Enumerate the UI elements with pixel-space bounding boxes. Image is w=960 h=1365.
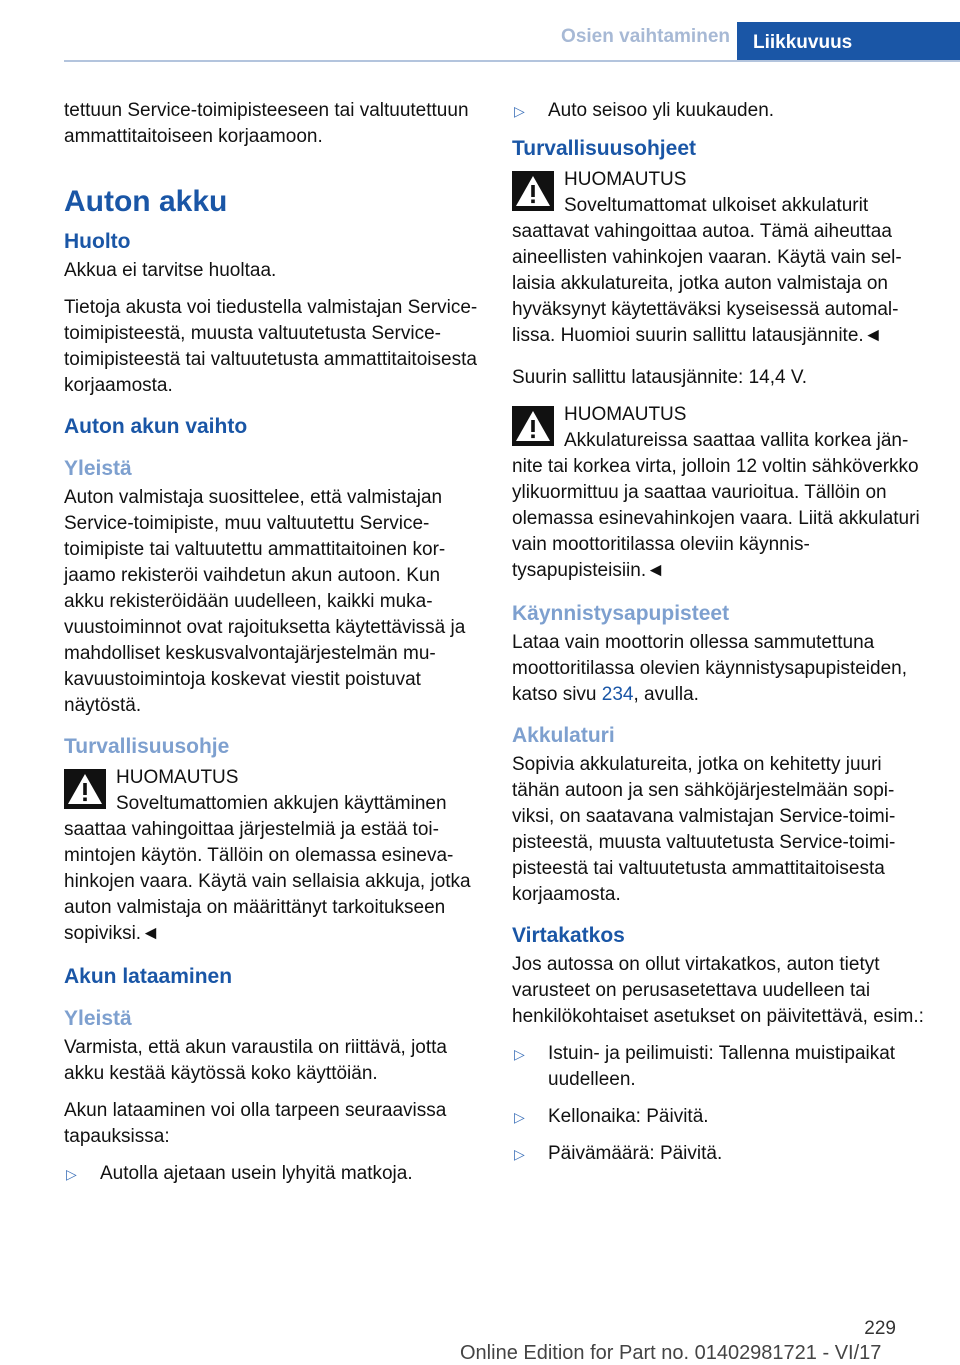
intro-paragraph: tettuun Service-toimipisteeseen tai valtuutettuun ammattitaitoiseen korjaamoon. — [64, 100, 469, 147]
heading-maintenance: Huolto — [64, 230, 131, 253]
warning-triangle-icon — [64, 769, 106, 809]
bullet-triangle-icon: ▷ — [514, 103, 525, 119]
warning-notice — [64, 765, 484, 947]
heading-safety-instructions: Turvallisuusohjeet — [512, 137, 696, 160]
warning-notice — [512, 167, 926, 349]
warning-triangle-icon — [512, 171, 554, 211]
warning-notice — [512, 402, 926, 584]
list-item — [512, 98, 926, 124]
heading-battery: Auton akku — [64, 185, 228, 218]
heading-general-1: Yleistä — [64, 457, 132, 480]
heading-charger: Akkulaturi — [512, 724, 615, 747]
heading-general-2: Yleistä — [64, 1007, 132, 1030]
bullet-triangle-icon: ▷ — [514, 1146, 525, 1162]
maintenance-paragraph-2: Tietoja akusta voi tiedustella valmistajan Service-toimipisteestä, muusta valtuutetusta Service-toimipisteestä tai valtuutetusta ammattitaitoisesta korjaamosta. — [64, 297, 478, 396]
notice-text: Soveltumattomat ulkoiset akkulaturit saattavat vahingoittaa autoa. Tämä aiheuttaa aineellisten vahinkojen vaaran. Käytä vain sellaisia akkulatureita, jotka auton valmistaja on hyväksynyt käytettäväksi kyseisessä automallissa. Huomioi suurin sallittu latausjännite.◄ — [512, 195, 902, 346]
warning-triangle-icon — [512, 406, 554, 446]
jump-paragraph — [512, 630, 926, 708]
general2-paragraph-2: Akun lataaminen voi olla tarpeen seuraavissa tapauksissa: — [64, 1100, 447, 1147]
list-item — [64, 1161, 484, 1187]
list-item-text: Autolla ajetaan usein lyhyitä matkoja. — [100, 1163, 413, 1184]
general-paragraph-1: Auton valmistaja suosittelee, että valmistajan Service-toimipiste, muu valtuutettu Service-toimipiste tai valtuutettu ammattitaitoinen korjaamo rekisteröi vaihdetun akun autoon. Kun akku rekisteröidään uudelleen, kaikki mukavuustoiminnot ovat rajoituksetta käytettävissä ja mahdolliset keskusvalvontajärjestelmän mukavuustoimintoja koskevat viestit poistuvat näytöstä. — [64, 487, 466, 716]
jump-text-a: Lataa vain moottorin ollessa sammutettuna moottoritilassa olevien käynnistysapupisteiden, katso sivu — [512, 632, 907, 705]
general2-paragraph-1: Varmista, että akun varaustila on riittävä, jotta akku kestää käytössä koko käyttöiän. — [64, 1037, 447, 1084]
list-item — [512, 1141, 926, 1167]
list-item — [512, 1041, 926, 1093]
page-number: 229 — [864, 1318, 896, 1339]
heading-jump-start-points: Käynnistysapupisteet — [512, 602, 730, 625]
list-item — [512, 1104, 926, 1130]
list-item-text: Kellonaika: Päivitä. — [548, 1106, 709, 1127]
right-column — [512, 98, 926, 1178]
voltage-paragraph: Suurin sallittu latausjännite: 14,4 V. — [512, 367, 808, 388]
header-section-title: Osien vaihtaminen — [561, 26, 730, 47]
notice-title: HUOMAUTUS — [116, 767, 239, 788]
header-rule — [64, 60, 960, 62]
notice-text: Soveltumattomien akkujen käyttäminen saattaa vahingoittaa järjestelmiä ja estää toimintojen käytön. Tällöin on olemassa esinevahinkojen vaara. Käytä vain sellaisia akkuja, jotka auton valmistaja on määrittänyt tarkoitukseen sopiviksi.◄ — [64, 793, 471, 944]
notice-title: HUOMAUTUS — [564, 404, 687, 425]
power-paragraph: Jos autossa on ollut virtakatkos, auton tietyt varusteet on perusasetettava uudelleen tai henkilökohtaiset asetukset on päivitettävä, esim.: — [512, 954, 924, 1027]
jump-text-b: , avulla. — [633, 684, 699, 705]
list-item-text: Auto seisoo yli kuukauden. — [548, 100, 775, 121]
heading-power-failure: Virtakatkos — [512, 924, 625, 947]
header-chapter-tab: Liikkuvuus — [737, 22, 960, 62]
notice-text: Akkulatureissa saattaa vallita korkea jännite tai korkea virta, jolloin 12 voltin sähköverkko ylikuormittuu ja saattaa vaurioitua. Tällöin on olemassa esinevahinkojen vaara. Liitä akkulaturi vain moottoritilassa oleviin käynnistysapupisteisiin.◄ — [512, 430, 920, 581]
page-reference-link[interactable]: 234 — [601, 684, 634, 705]
heading-battery-change: Auton akun vaihto — [64, 415, 248, 438]
heading-safety-note: Turvallisuusohje — [64, 735, 230, 758]
bullet-triangle-icon: ▷ — [514, 1109, 525, 1125]
list-item-text: Istuin- ja peilimuisti: Tallenna muistipaikat uudelleen. — [548, 1043, 896, 1090]
bullet-triangle-icon: ▷ — [514, 1046, 525, 1062]
left-column — [64, 98, 484, 1198]
charger-paragraph: Sopivia akkulatureita, jotka on kehitetty juuri tähän autoon ja sen sähköjärjestelmään sopiviksi, on saatavana valmistajan Service-toimipisteestä, muusta valtuutetusta Service-toimipisteestä tai valtuutetusta ammattitaitoisesta korjaamosta. — [512, 754, 896, 905]
edition-text: Online Edition for Part no. 01402981721 - VI/17 — [460, 1342, 882, 1364]
list-item-text: Päivämäärä: Päivitä. — [548, 1143, 723, 1164]
heading-charging: Akun lataaminen — [64, 965, 233, 988]
maintenance-paragraph-1: Akkua ei tarvitse huoltaa. — [64, 260, 277, 281]
page-header — [0, 0, 960, 62]
notice-title: HUOMAUTUS — [564, 169, 687, 190]
bullet-triangle-icon: ▷ — [66, 1166, 77, 1182]
